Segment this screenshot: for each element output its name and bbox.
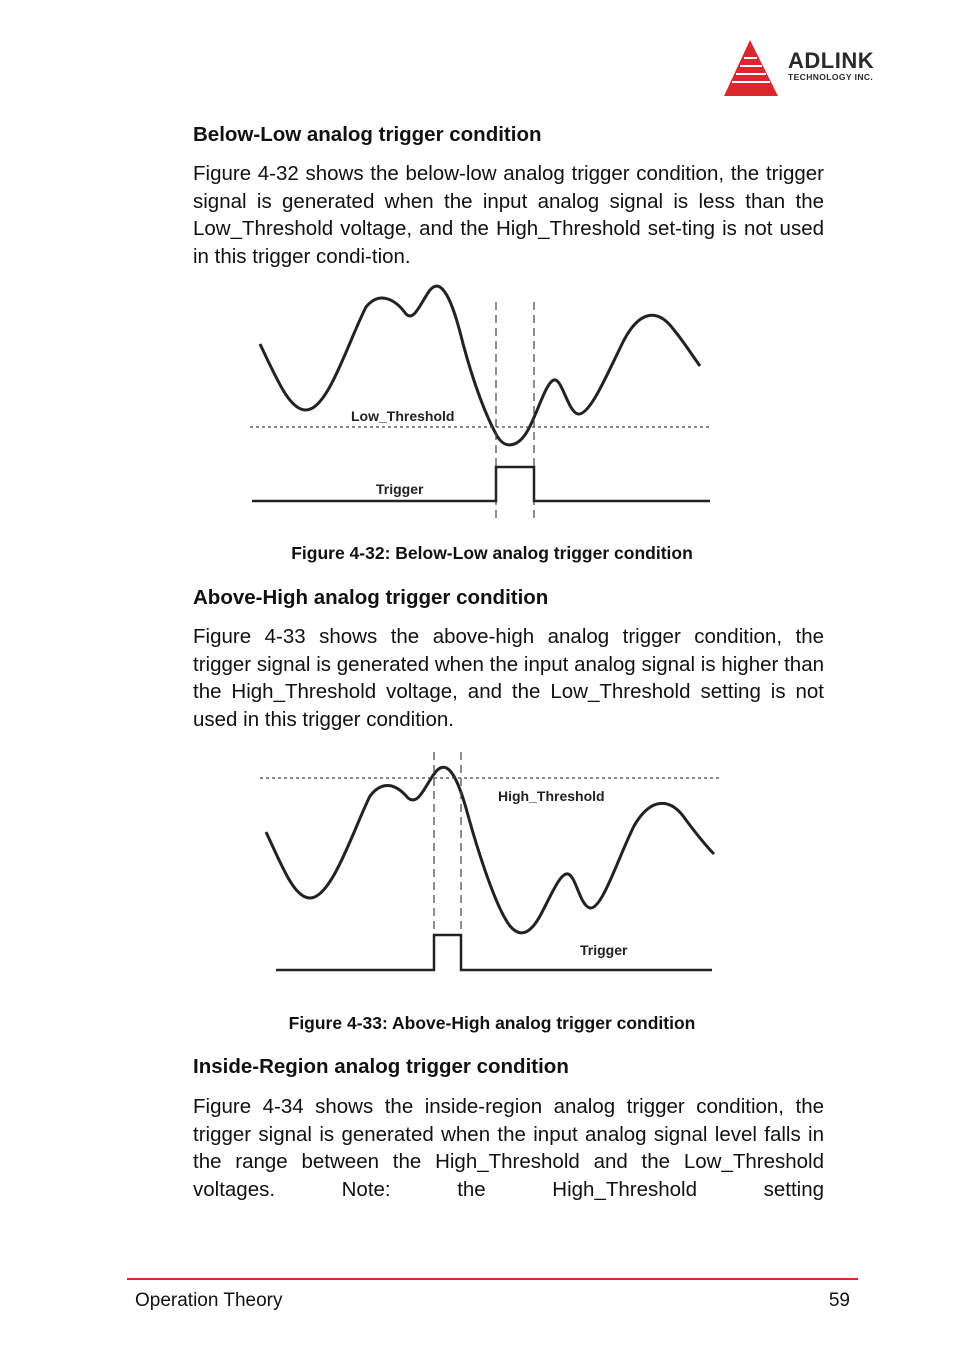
figure-caption-4-33: Figure 4-33: Above-High analog trigger condition (288, 1013, 696, 1033)
footer-section-title: Operation Theory (135, 1290, 283, 1311)
section-paragraph-below-low: Figure 4-32 shows the below-low analog trigger condition, the trigger signal is generated when the input analog signal is less than the Low_Threshold voltage, and the High_Threshold set-ting is not used in this trigger condi-tion. (193, 162, 824, 268)
logo-name: ADLINK (788, 48, 875, 73)
trigger-label: Trigger (580, 942, 628, 958)
section-heading-below-low: Below-Low analog trigger condition (193, 123, 542, 146)
trigger-pulse (252, 467, 710, 501)
page-number: 59 (828, 1290, 850, 1311)
threshold-label: High_Threshold (498, 788, 605, 804)
adlink-logo (722, 38, 912, 100)
threshold-label: Low_Threshold (351, 408, 455, 424)
section-heading-above-high: Above-High analog trigger condition (193, 586, 549, 609)
section-paragraph-above-high: Figure 4-33 shows the above-high analog trigger condition, the trigger signal is generated when the input analog signal is higher than the High_Threshold voltage, and the Low_Threshold setting is not used in this trigger condition. (193, 625, 824, 731)
footer-rule (127, 1278, 858, 1280)
adlink-triangle-icon (722, 38, 782, 100)
trigger-pulse (276, 935, 712, 970)
trigger-label: Trigger (376, 481, 424, 497)
section-paragraph-inside-region: Figure 4-34 shows the inside-region analog trigger condition, the trigger signal is generated when the input analog signal level falls in the range between the High_Threshold and the Low_Threshold voltages. Note: the High_Threshold setting (193, 1095, 824, 1201)
analog-signal-waveform (260, 286, 700, 445)
figure-below-low (248, 282, 714, 527)
section-heading-inside-region: Inside-Region analog trigger condition (193, 1055, 569, 1078)
figure-caption-4-32: Figure 4-32: Below-Low analog trigger condition (291, 543, 693, 563)
logo-subtitle: TECHNOLOGY INC. (788, 72, 874, 82)
analog-signal-waveform (266, 767, 714, 933)
figure-above-high (258, 748, 724, 988)
